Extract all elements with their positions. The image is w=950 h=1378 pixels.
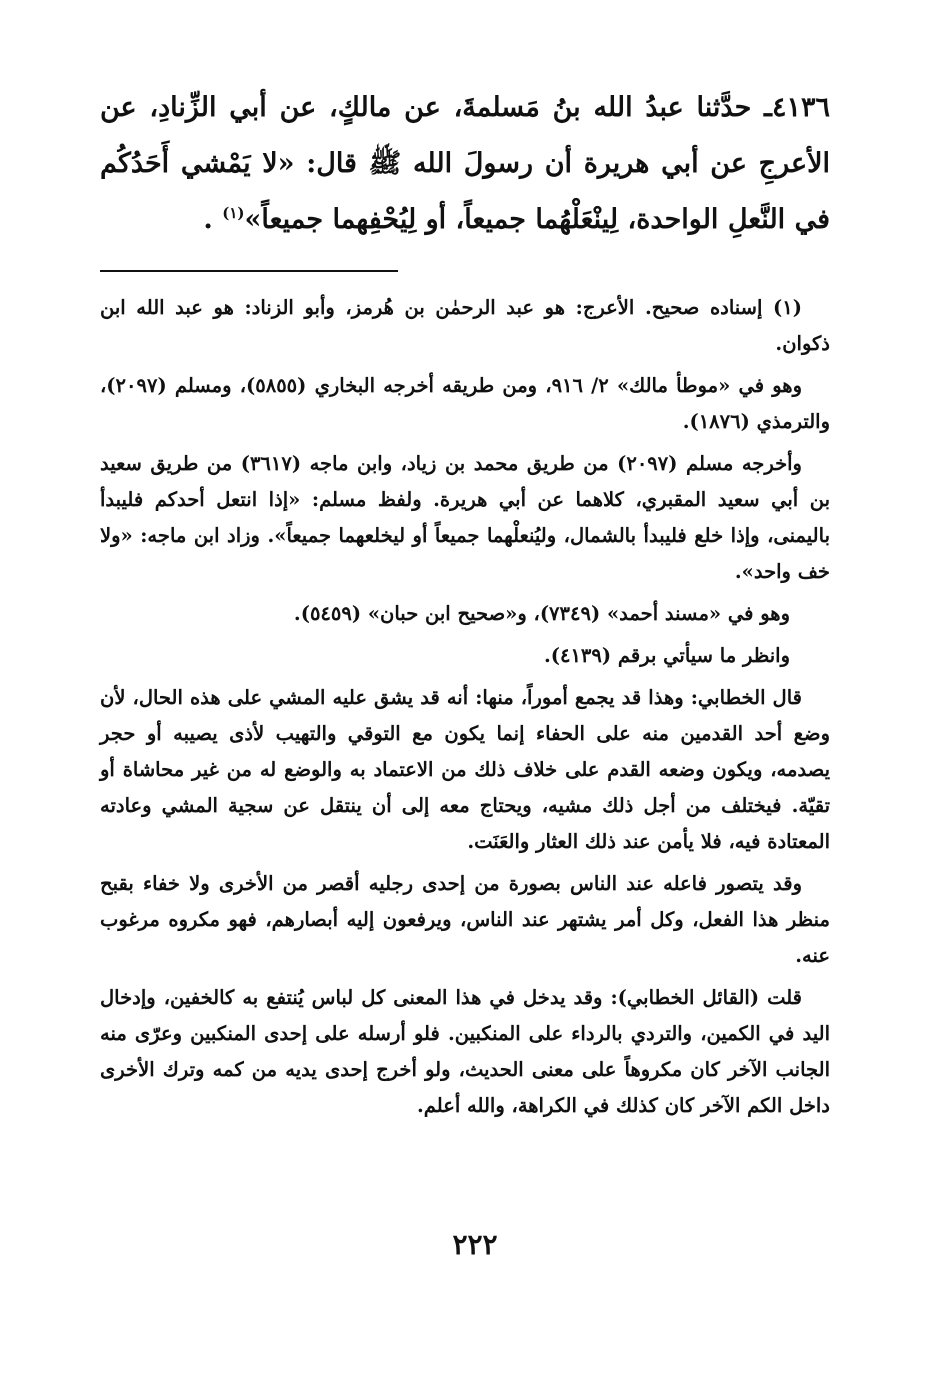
footnote-paragraph: قلت (القائل الخطابي): وقد يدخل في هذا المعنى كل لباس يُنتفع به كالخفين، وإدخال اليد في الكمين، والتردي بالرداء على المنكبين. فلو أرسله على إحدى المنكبين وعرّى منه الجانب الآخر كان مكروهاً على معنى الحديث، ولو أخرج إحدى يديه من كمه وترك الأخرى داخل الكم الآخر كان كذلك في الكراهة، والله أعلم. [100, 986, 830, 1117]
hadith-end: . [203, 204, 223, 235]
footnote-marker: (١) [222, 204, 245, 222]
hadith-body: ٤١٣٦ـ حدَّثنا عبدُ الله بنُ مَسلمةَ، عن مالكٍ، عن أبي الزِّنادِ، عن الأعرجِ عن أبي هريرة أن رسولَ الله ﷺ قال: «لا يَمْشي أَحَدُكُم في النَّعلِ الواحدة، لِينْعَلْهُما جميعاً، أو لِيُحْفِهما جميعاً» [100, 92, 830, 235]
footnote-paragraph: وأخرجه مسلم (٢٠٩٧) من طريق محمد بن زياد، وابن ماجه (٣٦١٧) من طريق سعيد بن أبي سعيد المقبري، كلاهما عن أبي هريرة. ولفظ مسلم: «إذا انتعل أحدكم فليبدأ باليمنى، وإذا خلع فليبدأ بالشمال، وليُنعلْهما جميعاً أو ليخلعهما جميعاً». وزاد ابن ماجه: «ولا خف واحد». [100, 452, 830, 583]
page-content [100, 80, 830, 1130]
footnote-paragraph: وانظر ما سيأتي برقم (٤١٣٩). [543, 644, 790, 667]
footnote-1: (١) إسناده صحيح. الأعرج: هو عبد الرحمٰن بن هُرمز، وأبو الزناد: هو عبد الله ابن ذكوان. [100, 296, 830, 355]
page-number: ٢٢٢ [452, 1228, 498, 1261]
footnote-separator [100, 270, 398, 272]
footnote-paragraph: وقد يتصور فاعله عند الناس بصورة من إحدى رجليه أقصر من الأخرى ولا خفاء بقبح منظر هذا الفعل، وكل أمر يشتهر عند الناس، ويرفعون إليه أبصارهم، فهو مكروه مرغوب عنه. [100, 872, 830, 967]
footnote-paragraph: وهو في «مسند أحمد» (٧٣٤٩)، و«صحيح ابن حبان» (٥٤٥٩). [293, 602, 790, 625]
hadith-text [100, 80, 830, 248]
footnotes [100, 290, 830, 1124]
footnote-paragraph: وهو في «موطأ مالك» ٢/ ٩١٦، ومن طريقه أخرجه البخاري (٥٨٥٥)، ومسلم (٢٠٩٧)، والترمذي (١٨٧٦). [100, 374, 830, 433]
footnote-paragraph: قال الخطابي: وهذا قد يجمع أموراً، منها: أنه قد يشق عليه المشي على هذه الحال، لأن وضع أحد القدمين منه على الحفاء إنما يكون مع التوقي والتهيب لأذى يصيبه أو حجر يصدمه، ويكون وضعه القدم على خلاف ذلك من الاعتماد به والوضع له من غير محاشاة أو تقيّة. فيختلف من أجل ذلك مشيه، ويحتاج معه إلى أن ينتقل عن سجية المشي وعادته المعتادة فيه، فلا يأمن عند ذلك العثار والعَنَت. [100, 686, 830, 853]
